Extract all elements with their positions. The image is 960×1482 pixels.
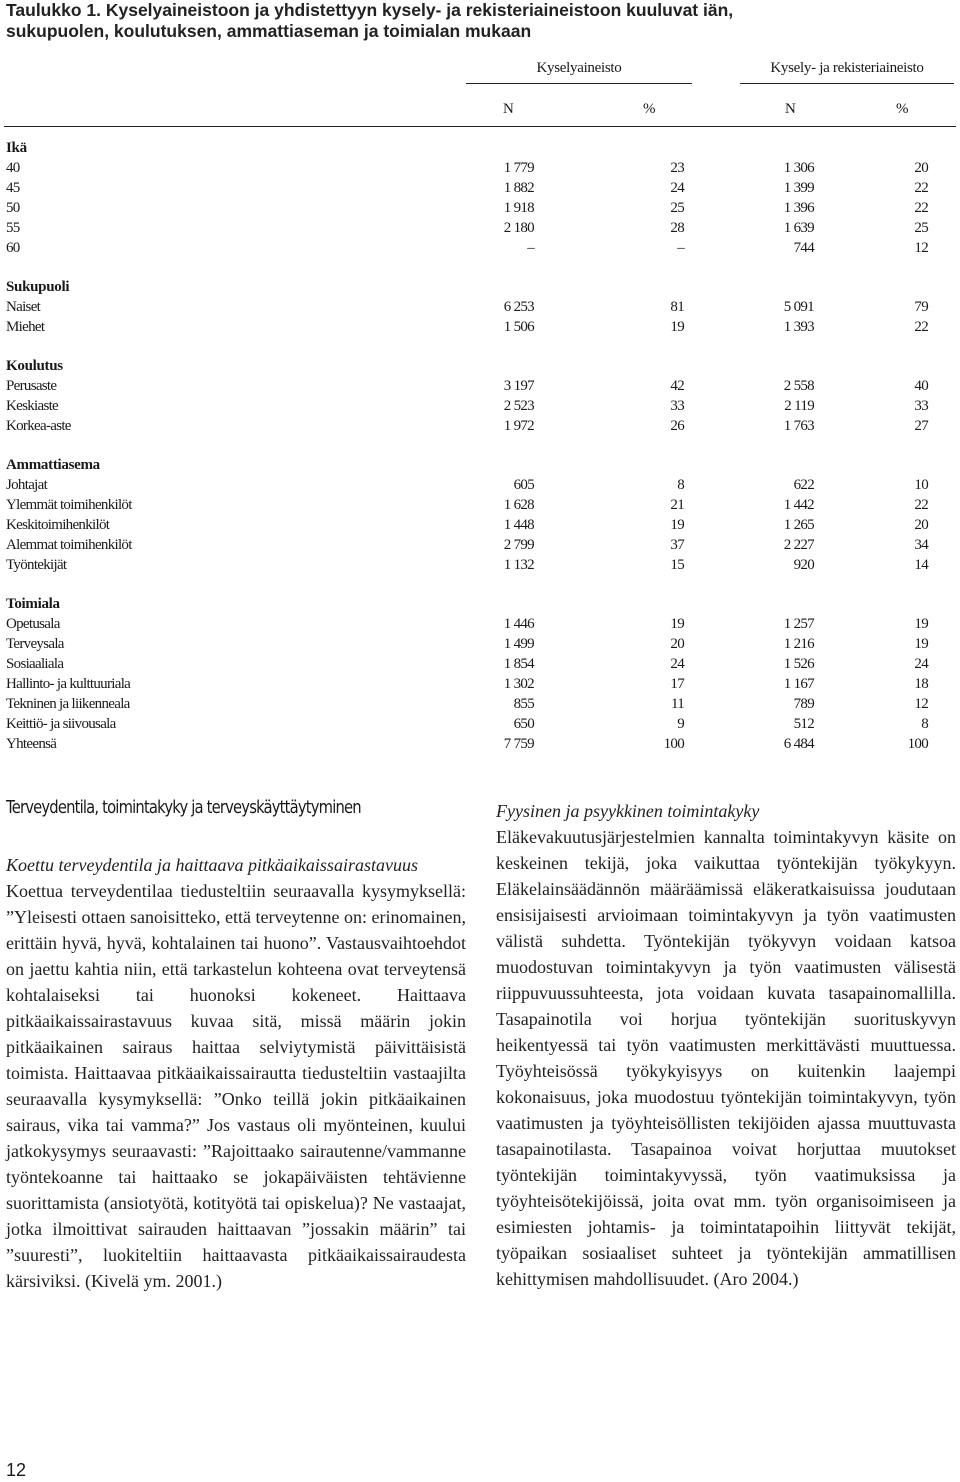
table-cell: 19 — [914, 636, 928, 652]
table-cell: 28 — [670, 220, 684, 236]
group-header-combined: Kysely- ja rekisteriaineisto — [740, 60, 954, 84]
table-cell: 1 257 — [783, 616, 814, 632]
table-cell: 15 — [670, 557, 684, 573]
table-cell: 650 — [513, 716, 534, 732]
table-row — [6, 515, 946, 535]
row-label: Naiset — [6, 299, 41, 315]
table-row — [6, 634, 946, 654]
table-cell: 1 854 — [503, 656, 534, 672]
table-cell: – — [527, 240, 534, 256]
table-cell: 1 302 — [503, 676, 534, 692]
col-header-n-2: N — [785, 101, 796, 117]
col-header-pct-2: % — [896, 101, 909, 117]
row-label: Tekninen ja liikenneala — [6, 696, 130, 712]
col-header-n-1: N — [503, 101, 514, 117]
table-cell: 14 — [914, 557, 928, 573]
row-label: Yhteensä — [6, 736, 57, 752]
table-cell: 100 — [907, 736, 928, 752]
table-cell: 1 216 — [783, 636, 814, 652]
table-cell: 855 — [513, 696, 534, 712]
table-cell: 1 639 — [783, 220, 814, 236]
category-label: Koulutus — [6, 358, 63, 374]
category-label: Sukupuoli — [6, 279, 70, 295]
table-cell: 1 399 — [783, 180, 814, 196]
table-cell: 22 — [914, 497, 928, 513]
table-cell: – — [677, 240, 684, 256]
table-cell: 1 506 — [503, 319, 534, 335]
table-cell: 81 — [670, 299, 684, 315]
table-category-row — [6, 277, 946, 297]
table-cell: 1 918 — [503, 200, 534, 216]
table-row — [6, 734, 946, 754]
table-cell: 3 197 — [503, 378, 534, 394]
table-cell: 6 253 — [503, 299, 534, 315]
row-label: 50 — [6, 200, 20, 216]
right-subheading: Fyysinen ja psyykkinen toimintakyky — [496, 801, 760, 821]
table-cell: 1 396 — [783, 200, 814, 216]
table-row — [6, 297, 946, 317]
table-cell: 2 558 — [783, 378, 814, 394]
section-heading: Terveydentila, toimintakyky ja terveyskäyttäytyminen — [6, 797, 361, 818]
table-cell: 10 — [914, 477, 928, 493]
row-label: Johtajat — [6, 477, 48, 493]
table-cell: 8 — [921, 716, 928, 732]
table-row — [6, 158, 946, 178]
table-cell: 24 — [914, 656, 928, 672]
table-cell: 1 306 — [783, 160, 814, 176]
table-cell: 5 091 — [783, 299, 814, 315]
table-cell: 605 — [513, 477, 534, 493]
table-row — [6, 178, 946, 198]
table-cell: 622 — [793, 477, 814, 493]
left-column — [6, 852, 466, 1294]
table-row — [6, 317, 946, 337]
table-row — [6, 614, 946, 634]
table-cell: 19 — [914, 616, 928, 632]
col-header-pct-1: % — [643, 101, 656, 117]
row-label: Terveysala — [6, 636, 64, 652]
category-label: Ammattiasema — [6, 457, 100, 473]
table-cell: 8 — [677, 477, 684, 493]
table-row — [6, 396, 946, 416]
table-cell: 1 265 — [783, 517, 814, 533]
table-cell: 22 — [914, 319, 928, 335]
table-cell: 33 — [914, 398, 928, 414]
table-row — [6, 495, 946, 515]
table-row — [6, 674, 946, 694]
table-category-row — [6, 356, 946, 376]
table-cell: 79 — [914, 299, 928, 315]
table-cell: 1 972 — [503, 418, 534, 434]
table-cell: 2 180 — [503, 220, 534, 236]
table-row — [6, 535, 946, 555]
table-cell: 100 — [663, 736, 684, 752]
table-cell: 1 446 — [503, 616, 534, 632]
table-cell: 2 227 — [783, 537, 814, 553]
table-cell: 25 — [670, 200, 684, 216]
caption-line-2: sukupuolen, koulutuksen, ammattiaseman ja toimialan mukaan — [6, 21, 532, 41]
table-cell: 20 — [670, 636, 684, 652]
row-label: Miehet — [6, 319, 45, 335]
table-cell: 512 — [793, 716, 814, 732]
table-cell: 1 779 — [503, 160, 534, 176]
row-label: Keskiaste — [6, 398, 59, 414]
table-cell: 6 484 — [783, 736, 814, 752]
row-label: 55 — [6, 220, 20, 236]
table-cell: 2 523 — [503, 398, 534, 414]
table-cell: 789 — [793, 696, 814, 712]
page-number: 12 — [6, 1460, 27, 1480]
table-cell: 12 — [914, 240, 928, 256]
row-label: Hallinto- ja kulttuuriala — [6, 676, 131, 692]
table-row — [6, 555, 946, 575]
table-row — [6, 475, 946, 495]
table-cell: 34 — [914, 537, 928, 553]
table-cell: 26 — [670, 418, 684, 434]
group-header-survey: Kyselyaineisto — [466, 60, 692, 84]
table-cell: 20 — [914, 517, 928, 533]
table-cell: 42 — [670, 378, 684, 394]
table-cell: 33 — [670, 398, 684, 414]
table-cell: 1 393 — [783, 319, 814, 335]
header-rule — [4, 126, 956, 127]
table-row — [6, 198, 946, 218]
left-body-text: Koettua terveydentilaa tiedusteltiin seuraavalla kysymyksellä: ”Yleisesti ottaen sanoisitteko, että terveytenne on: erinomainen, erittäin hyvä, hyvä, kohtalainen tai huono”. Vastausvaihtoehdot on jaettu kahtia niin, että tarkastelun kohteena ovat terveytensä kohtalaiseksi tai huonoksi kokeneet. Haittaava pitkäaikaissairastavuus kuvaa sitä, missä määrin jokin pitkäaikainen sairaus haittaa selviytymistä päivittäisistä toimista. Haittaavaa pitkäaikaissairautta tiedusteltiin vastaajilta seuraavalla kysymyksellä: ”Onko teillä jokin pitkäaikainen sairaus, vika tai vamma?” Jos vastaus oli myönteinen, kuului jatkokysymys seuraavasti: ”Rajoittaako sairautenne/vammanne työntekoanne tai haittaako se jokapäiväisten tehtävienne suorittamista (ansiotyötä, kotityötä tai opiskelua)? Ne vastaajat, jotka ilmoittivat sairauden haittaavan ”jossakin määrin” tai ”suuresti”, luokiteltiin haittaavasta pitkäaikaissairaudesta kärsiviksi. (Kivelä ym. 2001.) — [6, 881, 466, 1291]
row-label: Keskitoimihenkilöt — [6, 517, 110, 533]
table-cell: 1 499 — [503, 636, 534, 652]
table-cell: 24 — [670, 180, 684, 196]
table-cell: 22 — [914, 200, 928, 216]
table-cell: 24 — [670, 656, 684, 672]
row-label: 40 — [6, 160, 20, 176]
table-cell: 7 759 — [503, 736, 534, 752]
row-label: 45 — [6, 180, 20, 196]
left-subheading: Koettu terveydentila ja haittaava pitkäaikaissairastavuus — [6, 855, 418, 875]
table-cell: 9 — [677, 716, 684, 732]
row-label: Korkea-aste — [6, 418, 71, 434]
table-cell: 19 — [670, 319, 684, 335]
right-column — [496, 798, 956, 1292]
category-label: Toimiala — [6, 596, 60, 612]
table-cell: 1 132 — [503, 557, 534, 573]
table-row — [6, 376, 946, 396]
table-cell: 25 — [914, 220, 928, 236]
row-label: 60 — [6, 240, 20, 256]
table-category-row — [6, 594, 946, 614]
table-cell: 1 526 — [783, 656, 814, 672]
row-label: Opetusala — [6, 616, 60, 632]
table-cell: 23 — [670, 160, 684, 176]
row-label: Ylemmät toimihenkilöt — [6, 497, 132, 513]
table-cell: 1 448 — [503, 517, 534, 533]
category-label: Ikä — [6, 140, 27, 156]
table-cell: 2 799 — [503, 537, 534, 553]
table-cell: 27 — [914, 418, 928, 434]
table-row — [6, 714, 946, 734]
caption-line-1: Taulukko 1. Kyselyaineistoon ja yhdistettyyn kysely- ja rekisteriaineistoon kuuluvat iän, — [6, 0, 734, 20]
table-cell: 1 882 — [503, 180, 534, 196]
table-cell: 40 — [914, 378, 928, 394]
table-row — [6, 416, 946, 436]
row-label: Sosiaaliala — [6, 656, 64, 672]
right-body-text: Eläkevakuutusjärjestelmien kannalta toimintakyvyn käsite on keskeinen tekijä, joka vaikuttaa työntekijän työkykyyn. Eläkelainsäädännön määräämissä eläkeratkaisuissa joudutaan ensisijaisesti arvioimaan toimintakyvyn ja työn vaatimusten välistä suhdetta. Työntekijän työkyvyn voidaan katsoa muodostuvan toimintakyvyn ja työn vaatimusten välisestä riippuvuussuhteesta, jota voidaan kuvata tasapainomallilla. Tasapainotila voi horjua työntekijän suorituskyvyn heikentyessä tai työn vaatimusten merkittävästi muuttuessa. Työyhteisössä työkykyisyys on kuitenkin laajempi kokonaisuus, joka muodostuu työntekijän toimintakyvyn, työn vaatimusten ja työyhteisöllisten tekijöiden ajassa muuttuvasta tasapainotilasta. Tasapainoa voivat horjuttaa muutokset työntekijän toimintakyvyssä, työn vaatimuksissa ja työyhteisötekijöissä, joita ovat mm. työn organisoimiseen ja esimiesten johtamis- ja toimintatapoihin liittyvät tekijät, työpaikan sosiaaliset suhteet ja työntekijän ammatillisen kehittymisen mahdollisuudet. (Aro 2004.) — [496, 827, 956, 1289]
table-cell: 17 — [670, 676, 684, 692]
table-row — [6, 654, 946, 674]
row-label: Keittiö- ja siivousala — [6, 716, 116, 732]
table-cell: 1 442 — [783, 497, 814, 513]
table-row — [6, 238, 946, 258]
table-cell: 19 — [670, 616, 684, 632]
table-cell: 37 — [670, 537, 684, 553]
table-cell: 20 — [914, 160, 928, 176]
table-category-row — [6, 138, 946, 158]
table-cell: 11 — [670, 696, 684, 712]
table-cell: 18 — [914, 676, 928, 692]
table-cell: 22 — [914, 180, 928, 196]
table-row — [6, 694, 946, 714]
row-label: Työntekijät — [6, 557, 67, 573]
table-cell: 744 — [793, 240, 814, 256]
table-cell: 12 — [914, 696, 928, 712]
table-cell: 1 628 — [503, 497, 534, 513]
table-cell: 920 — [793, 557, 814, 573]
table-cell: 2 119 — [784, 398, 814, 414]
table-cell: 1 167 — [783, 676, 814, 692]
table-caption — [6, 0, 956, 42]
row-label: Alemmat toimihenkilöt — [6, 537, 132, 553]
table-cell: 21 — [670, 497, 684, 513]
table-category-row — [6, 455, 946, 475]
table-cell: 19 — [670, 517, 684, 533]
table-cell: 1 763 — [783, 418, 814, 434]
table-row — [6, 218, 946, 238]
row-label: Perusaste — [6, 378, 57, 394]
